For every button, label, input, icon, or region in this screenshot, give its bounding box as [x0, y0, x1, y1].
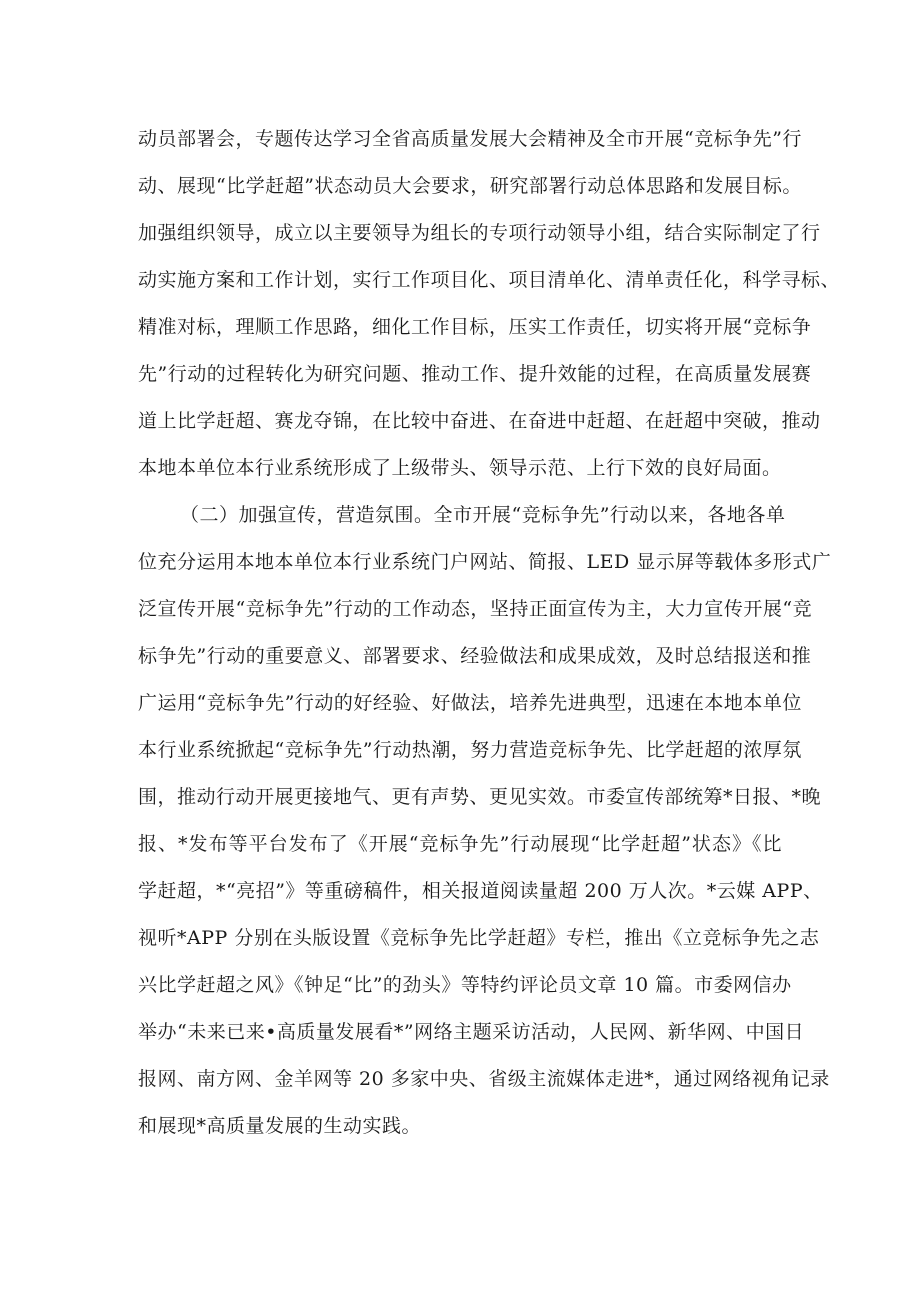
text-line: 动员部署会，专题传达学习全省高质量发展大会精神及全市开展“竞标争先”行 — [138, 128, 802, 150]
text-line: 围，推动行动开展更接地气、更有声势、更见实效。市委宣传部统筹*日报、*晚 — [138, 786, 822, 808]
text-line: 先”行动的过程转化为研究问题、推动工作、提升效能的过程，在高质量发展赛 — [138, 363, 812, 385]
paragraph-end-line: 本地本单位本行业系统形成了上级带头、领导示范、上行下效的良好局面。 — [138, 457, 782, 479]
text-line: 报网、南方网、金羊网等 20 多家中央、省级主流媒体走进*，通过网络视角记录 — [138, 1068, 830, 1090]
section-heading-line: （二）加强宣传，营造氛围。全市开展“竞标争先”行动以来，各地各单 — [180, 504, 786, 526]
text-line: 位充分运用本地本单位本行业系统门户网站、简报、LED 显示屏等载体多形式广 — [138, 551, 832, 573]
text-line: 视听*APP 分别在头版设置《竞标争先比学赶超》专栏，推出《立竞标争先之志 — [138, 927, 820, 949]
text-line: 动实施方案和工作计划，实行工作项目化、项目清单化、清单责任化，科学寻标、 — [138, 269, 841, 291]
text-line: 本行业系统掀起“竞标争先”行动热潮，努力营造竞标争先、比学赶超的浓厚氛 — [138, 739, 802, 761]
text-line: 学赶超，*“亮招”》等重磅稿件，相关报道阅读量超 200 万人次。*云媒 APP、 — [138, 880, 823, 902]
text-line: 加强组织领导，成立以主要领导为组长的专项行动领导小组，结合实际制定了行 — [138, 222, 821, 244]
text-line: 标争先”行动的重要意义、部署要求、经验做法和成果成效，及时总结报送和推 — [138, 645, 812, 667]
text-line: 报、*发布等平台发布了《开展“竞标争先”行动展现“比学赶超”状态》《比 — [138, 833, 782, 855]
text-line: 道上比学赶超、赛龙夺锦，在比较中奋进、在奋进中赶超、在赶超中突破，推动 — [138, 410, 821, 432]
text-line: 兴比学赶超之风》《钟足“比”的劲头》等特约评论员文章 10 篇。市委网信办 — [138, 974, 792, 996]
text-line: 泛宣传开展“竞标争先”行动的工作动态，坚持正面宣传为主，大力宣传开展“竞 — [138, 598, 813, 620]
paragraph-end-line: 和展现*高质量发展的生动实践。 — [138, 1115, 422, 1137]
text-line: 举办“未来已来•高质量发展看*”网络主题采访活动，人民网、新华网、中国日 — [138, 1021, 805, 1043]
text-line: 动、展现“比学赶超”状态动员大会要求，研究部署行动总体思路和发展目标。 — [138, 175, 802, 197]
text-line: 精准对标，理顺工作思路，细化工作目标，压实工作责任，切实将开展“竞标争 — [138, 316, 812, 338]
text-line: 广运用“竞标争先”行动的好经验、好做法，培养先进典型，迅速在本地本单位 — [138, 692, 802, 714]
